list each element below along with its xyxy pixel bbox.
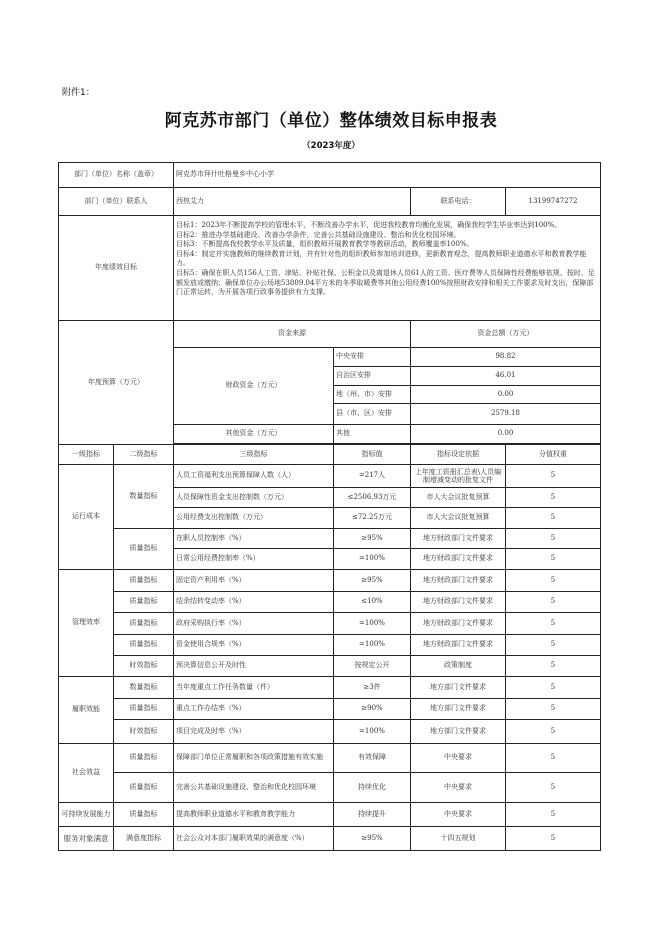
level3-label: 政府采购执行率（%） bbox=[174, 613, 334, 635]
indicator-value: 持续优化 bbox=[334, 773, 411, 803]
indicator-row bbox=[59, 529, 601, 549]
budget-source: 地（州、市）安排 bbox=[334, 386, 411, 404]
indicator-weight: 5 bbox=[506, 744, 601, 773]
level1-cost: 运行成本 bbox=[59, 465, 114, 570]
level3-label: 资金使用合规率（%） bbox=[174, 635, 334, 656]
level1-social: 社会效益 bbox=[59, 744, 114, 803]
indicator-basis: 地方财政部门文件要求 bbox=[411, 529, 506, 549]
indicator-value: =100% bbox=[334, 635, 411, 656]
indicator-row bbox=[59, 677, 601, 699]
level3-label: 结余结转变动率（%） bbox=[174, 592, 334, 613]
indicator-value: ≥95% bbox=[334, 529, 411, 549]
indicator-row bbox=[59, 656, 601, 677]
goal-item: 目标2：推进办学基础建设、改善办学条件，完善公共基础设施建设、整治和优化校园环境。 bbox=[176, 230, 461, 239]
goal-item: 目标4：制定并实施教师的继续教育计划，并有针对性的组织教师参加培训进修，更新教育观念，提高教师职业道德水平和教育教学能力。 bbox=[176, 249, 587, 268]
level1-satisfaction: 服务对象满意 bbox=[59, 827, 114, 851]
level2-label: 满意度指标 bbox=[114, 827, 174, 851]
indicator-value: =100% bbox=[334, 720, 411, 744]
goal-item: 目标5：确保在职人员156人工资、津贴、补贴社保、公积金以及离退休人员61人的工资、医疗费等人员保障性经费能够依规、按时、足额发放或缴纳；确保单位办公场地53809.04平方米的冬季取暖费等其他公用经费100%按照财政安排和相关工作要求及时支出，保障部门正常运转，为开展各项行政事务提供有力支撑。 bbox=[176, 268, 595, 297]
level3-label: 提高教师职业道德水平和教育教学能力 bbox=[174, 803, 334, 827]
indicator-basis: 市人大会议批复预算 bbox=[411, 508, 506, 529]
indicator-basis: 地方财政部门文件要求 bbox=[411, 613, 506, 635]
indicator-header-row bbox=[59, 445, 601, 465]
level2-label: 时效指标 bbox=[114, 720, 174, 744]
indicator-basis: 中央要求 bbox=[411, 744, 506, 773]
indicator-row bbox=[59, 635, 601, 656]
contact-row bbox=[59, 188, 601, 216]
indicator-basis: 上年度工资册汇总表\人员编制增减变动的批复文件 bbox=[411, 465, 506, 488]
page-title: 阿克苏市部门（单位）整体绩效目标申报表 bbox=[164, 111, 498, 131]
indicator-row bbox=[59, 773, 601, 803]
budget-total-header: 资金总额（万元） bbox=[411, 321, 601, 348]
level3-label: 项目完成及时率（%） bbox=[174, 720, 334, 744]
indicator-weight: 5 bbox=[506, 508, 601, 529]
indicator-weight: 5 bbox=[506, 656, 601, 677]
page-subtitle: （2023年度） bbox=[302, 141, 360, 151]
level2-label: 质量指标 bbox=[114, 635, 174, 656]
indicator-row bbox=[59, 465, 601, 488]
budget-source: 自治区安排 bbox=[334, 367, 411, 386]
indicator-weight: 5 bbox=[506, 570, 601, 592]
level3-label: 社会公众对本部门履职效果的满意度（%） bbox=[174, 827, 334, 851]
budget-source: 县（市、区）安排 bbox=[334, 404, 411, 425]
indicator-weight: 5 bbox=[506, 635, 601, 656]
performance-target-table bbox=[58, 162, 601, 851]
level2-label: 质量指标 bbox=[114, 744, 174, 773]
budget-amount: 0.00 bbox=[411, 425, 601, 444]
phone-label: 联系电话： bbox=[411, 188, 506, 216]
level3-label: 固定资产利用率（%） bbox=[174, 570, 334, 592]
level2-label: 数量指标 bbox=[114, 465, 174, 529]
level2-label: 质量指标 bbox=[114, 529, 174, 570]
indicator-value: 按规定公开 bbox=[334, 656, 411, 677]
contact-name: 西热艾力 bbox=[174, 188, 411, 216]
indicator-value: ≤10% bbox=[334, 592, 411, 613]
indicator-row bbox=[59, 803, 601, 827]
budget-amount: 0.00 bbox=[411, 386, 601, 404]
level3-label: 当年度重点工作任务数量（件） bbox=[174, 677, 334, 699]
indicator-row bbox=[59, 720, 601, 744]
indicator-basis: 地方部门文件要求 bbox=[411, 677, 506, 699]
level3-label: 重点工作办结率（%） bbox=[174, 699, 334, 720]
phone-value: 13199747272 bbox=[506, 188, 601, 216]
level2-label: 数量指标 bbox=[114, 677, 174, 699]
col-header: 指标值 bbox=[334, 445, 411, 465]
indicator-weight: 5 bbox=[506, 529, 601, 549]
indicator-value: =100% bbox=[334, 613, 411, 635]
contact-label: 部门（单位）联系人 bbox=[59, 188, 174, 216]
budget-amount: 98.82 bbox=[411, 348, 601, 367]
indicator-value: 有效保障 bbox=[334, 744, 411, 773]
level3-label: 预决算信息公开及时性 bbox=[174, 656, 334, 677]
budget-source-header: 资金来源 bbox=[174, 321, 411, 348]
other-funds-label: 其他资金（万元） bbox=[174, 425, 334, 444]
indicator-basis: 地方财政部门文件要求 bbox=[411, 570, 506, 592]
budget-source: 中央安排 bbox=[334, 348, 411, 367]
indicator-basis: 市人大会议批复预算 bbox=[411, 488, 506, 508]
budget-amount: 2579.18 bbox=[411, 404, 601, 425]
goal-item: 目标3：不断提高我校教学水平及质量，组织教师开展教育教学等教研活动，教师覆盖率100%。 bbox=[176, 240, 474, 249]
indicator-value: =100% bbox=[334, 549, 411, 570]
indicator-basis: 地方部门文件要求 bbox=[411, 699, 506, 720]
goal-item: 目标1：2023年不断提高学校的管理水平，不断改善办学水平，促进我校教育均衡化发展，确保我校学生毕业率达到100%。 bbox=[176, 221, 562, 229]
indicator-basis: 中央要求 bbox=[411, 803, 506, 827]
level2-label: 质量指标 bbox=[114, 699, 174, 720]
unit-name-row bbox=[59, 163, 601, 188]
indicator-basis: 地方财政部门文件要求 bbox=[411, 635, 506, 656]
indicator-value: ≤72.25万元 bbox=[334, 508, 411, 529]
level2-label: 质量指标 bbox=[114, 803, 174, 827]
indicator-value: 持续提升 bbox=[334, 803, 411, 827]
indicator-value: =217人 bbox=[334, 465, 411, 488]
indicator-weight: 5 bbox=[506, 465, 601, 488]
level2-label: 质量指标 bbox=[114, 570, 174, 592]
indicator-row bbox=[59, 570, 601, 592]
indicator-row bbox=[59, 592, 601, 613]
indicator-basis: 地方财政部门文件要求 bbox=[411, 592, 506, 613]
budget-source: 其他 bbox=[334, 425, 411, 444]
indicator-row bbox=[59, 613, 601, 635]
indicator-value: ≥95% bbox=[334, 827, 411, 851]
indicator-weight: 5 bbox=[506, 677, 601, 699]
indicator-weight: 5 bbox=[506, 803, 601, 827]
level3-label: 完善公共基础设施建设、整治和优化校园环境 bbox=[174, 773, 334, 803]
indicator-weight: 5 bbox=[506, 827, 601, 851]
level3-label: 在职人员控制率（%） bbox=[174, 529, 334, 549]
level2-label: 质量指标 bbox=[114, 592, 174, 613]
goals-text bbox=[174, 216, 601, 321]
col-header: 指标设定依据 bbox=[411, 445, 506, 465]
level2-label: 质量指标 bbox=[114, 773, 174, 803]
budget-amount: 46.01 bbox=[411, 367, 601, 386]
level1-duty: 履职效能 bbox=[59, 677, 114, 744]
indicator-weight: 5 bbox=[506, 720, 601, 744]
indicator-weight: 5 bbox=[506, 488, 601, 508]
level3-label: 保障部门单位正常履职和各项政策措施有效实施 bbox=[174, 744, 334, 773]
col-header: 一级指标 bbox=[59, 445, 114, 465]
unit-name-value: 阿克苏市拜什吐格曼乡中心小学 bbox=[174, 163, 601, 188]
unit-name-label: 部门（单位）名称（盖章） bbox=[59, 163, 174, 188]
indicator-basis: 十四五规划 bbox=[411, 827, 506, 851]
attachment-label: 附件1： bbox=[62, 88, 95, 98]
goals-label: 年度绩效目标 bbox=[59, 216, 174, 321]
indicator-value: ≥95% bbox=[334, 570, 411, 592]
goals-row bbox=[59, 216, 601, 321]
col-header: 三级指标 bbox=[174, 445, 334, 465]
indicator-weight: 5 bbox=[506, 773, 601, 803]
budget-header-row bbox=[59, 321, 601, 348]
indicator-row bbox=[59, 699, 601, 720]
level1-management: 管理效率 bbox=[59, 570, 114, 677]
indicator-weight: 5 bbox=[506, 699, 601, 720]
budget-label: 年度预算（万元） bbox=[59, 321, 174, 445]
level2-label: 时效指标 bbox=[114, 656, 174, 677]
indicator-value: ≤2506.93万元 bbox=[334, 488, 411, 508]
level3-label: 日常公用经费控制率（%） bbox=[174, 549, 334, 570]
level1-sustainability: 可持续发展能力 bbox=[59, 803, 114, 827]
fiscal-funds-label: 财政资金（万元） bbox=[174, 348, 334, 425]
indicator-basis: 地方部门文件要求 bbox=[411, 720, 506, 744]
indicator-weight: 5 bbox=[506, 613, 601, 635]
indicator-basis: 地方财政部门文件要求 bbox=[411, 549, 506, 570]
indicator-value: ≥90% bbox=[334, 699, 411, 720]
indicator-row bbox=[59, 827, 601, 851]
level3-label: 人员保障性资金支出控制数（万元） bbox=[174, 488, 334, 508]
level2-label: 质量指标 bbox=[114, 613, 174, 635]
indicator-value: ≥3件 bbox=[334, 677, 411, 699]
indicator-row bbox=[59, 744, 601, 773]
indicator-weight: 5 bbox=[506, 592, 601, 613]
indicator-basis: 中央要求 bbox=[411, 773, 506, 803]
col-header: 二级指标 bbox=[114, 445, 174, 465]
col-header: 分值权重 bbox=[506, 445, 601, 465]
indicator-weight: 5 bbox=[506, 549, 601, 570]
indicator-basis: 政策制度 bbox=[411, 656, 506, 677]
level3-label: 人员工资福利支出预算保障人数（人） bbox=[174, 465, 334, 488]
level3-label: 公用经费支出控制数（万元） bbox=[174, 508, 334, 529]
